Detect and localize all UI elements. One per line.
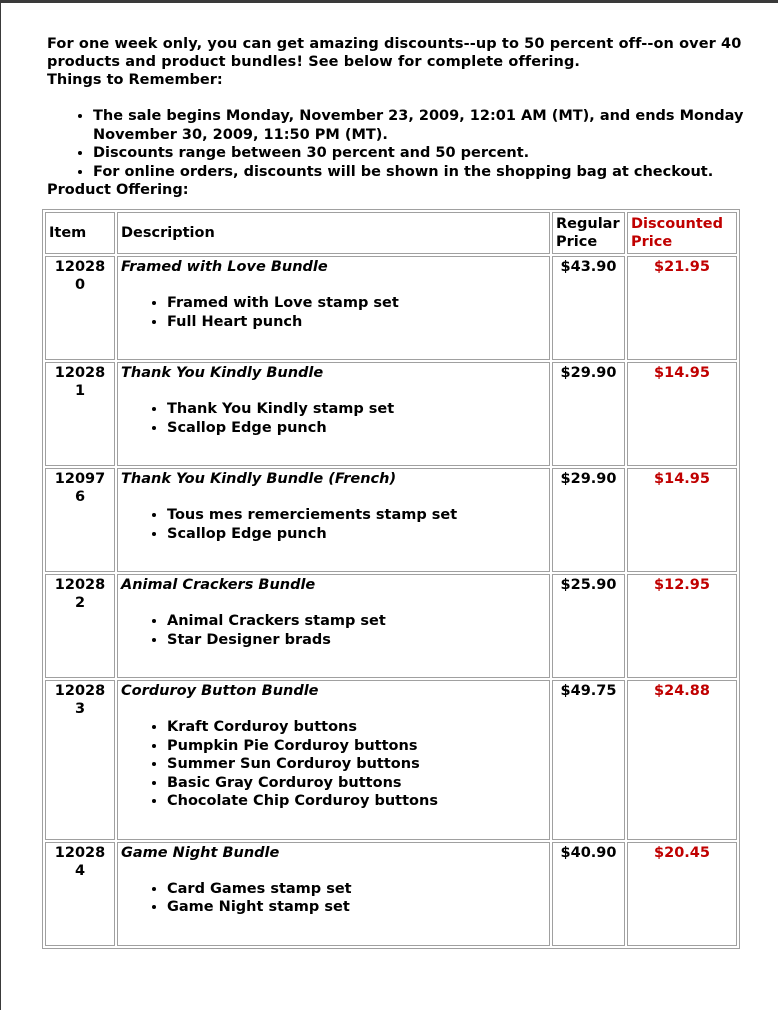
item-number-text: 12028 2 [54, 577, 106, 611]
bundle-content-item: • Chocolate Chip Corduroy buttons [167, 792, 546, 811]
bundle-content-item: • Kraft Corduroy buttons [167, 718, 546, 737]
item-number-text: 12028 4 [54, 844, 106, 879]
bundle-content-item: • Full Heart punch [167, 313, 546, 332]
bundle-name: Thank You Kindly Bundle [121, 365, 324, 381]
bundle-contents-list [121, 718, 546, 811]
bundle-content-item: • Scallop Edge punch [167, 419, 546, 438]
description-cell [117, 680, 550, 840]
things-item: • For online orders, discounts will be shown in the shopping bag at checkout. [93, 163, 747, 182]
table-header-row [45, 212, 737, 254]
table-row [45, 468, 737, 572]
item-number-text: 12097 6 [54, 471, 106, 505]
discounted-price: $14.95 [627, 362, 737, 466]
item-number [45, 680, 115, 840]
bundle-name: Thank You Kindly Bundle (French) [121, 471, 397, 487]
intro-paragraph: For one week only, you can get amazing discounts--up to 50 percent off--on over 40 products and product bundles! See below for complete offering. [47, 36, 742, 70]
bundle-name: Game Night Bundle [121, 844, 280, 861]
bundle-content-item: • Framed with Love stamp set [167, 294, 546, 313]
table-row [45, 362, 737, 466]
bundle-name: Framed with Love Bundle [121, 259, 328, 275]
bundle-contents-list [121, 612, 546, 649]
bundle-content-item: • Pumpkin Pie Corduroy buttons [167, 737, 546, 756]
bundle-content-item: • Scallop Edge punch [167, 525, 546, 544]
page-content [47, 35, 747, 949]
header-discounted-price: Discounted Price [627, 212, 737, 254]
bundle-content-item: • Star Designer brads [167, 631, 546, 650]
product-table [42, 209, 740, 949]
table-body [45, 256, 737, 946]
description-cell [117, 256, 550, 360]
discounted-price: $21.95 [627, 256, 737, 360]
bundle-contents-list [121, 506, 546, 543]
bundle-contents-list [121, 400, 546, 437]
item-number-text: 12028 3 [54, 683, 106, 717]
item-number-text: 12028 1 [54, 365, 106, 399]
discounted-price: $20.45 [627, 842, 737, 946]
regular-price: $40.90 [552, 842, 625, 946]
bundle-content-item: • Card Games stamp set [167, 880, 546, 899]
offering-heading: Product Offering: [47, 182, 189, 198]
regular-price: $29.90 [552, 468, 625, 572]
bundle-content-item: • Basic Gray Corduroy buttons [167, 774, 546, 793]
item-number [45, 256, 115, 360]
discounted-price: $14.95 [627, 468, 737, 572]
regular-price: $29.90 [552, 362, 625, 466]
header-description: Description [117, 212, 550, 254]
table-row [45, 680, 737, 840]
discounted-price: $12.95 [627, 574, 737, 678]
item-number [45, 574, 115, 678]
things-heading: Things to Remember: [47, 72, 223, 88]
regular-price: $49.75 [552, 680, 625, 840]
bundle-name: Animal Crackers Bundle [121, 577, 316, 593]
item-number [45, 468, 115, 572]
item-number [45, 362, 115, 466]
regular-price: $43.90 [552, 256, 625, 360]
table-row [45, 256, 737, 360]
description-cell [117, 362, 550, 466]
header-regular-price: Regular Price [552, 212, 625, 254]
bundle-content-item: • Game Night stamp set [167, 898, 546, 917]
item-number [45, 842, 115, 946]
bundle-content-item: • Summer Sun Corduroy buttons [167, 755, 546, 774]
item-number-text: 12028 0 [54, 259, 106, 293]
description-cell [117, 574, 550, 678]
description-cell [117, 842, 550, 946]
description-cell [117, 468, 550, 572]
bundle-name: Corduroy Button Bundle [121, 683, 319, 699]
things-item: • Discounts range between 30 percent and 50 percent. [93, 144, 747, 163]
regular-price: $25.90 [552, 574, 625, 678]
bundle-contents-list [121, 294, 546, 331]
discounted-price: $24.88 [627, 680, 737, 840]
table-row [45, 574, 737, 678]
header-item: Item [45, 212, 115, 254]
table-row [45, 842, 737, 946]
things-item: • The sale begins Monday, November 23, 2009, 12:01 AM (MT), and ends Monday November 30, 2009, 11:50 PM (MT). [93, 107, 747, 144]
things-list [47, 107, 747, 181]
bundle-content-item: • Animal Crackers stamp set [167, 612, 546, 631]
bundle-content-item: • Thank You Kindly stamp set [167, 400, 546, 419]
bundle-content-item: • Tous mes remerciements stamp set [167, 506, 546, 525]
bundle-contents-list [121, 880, 546, 917]
